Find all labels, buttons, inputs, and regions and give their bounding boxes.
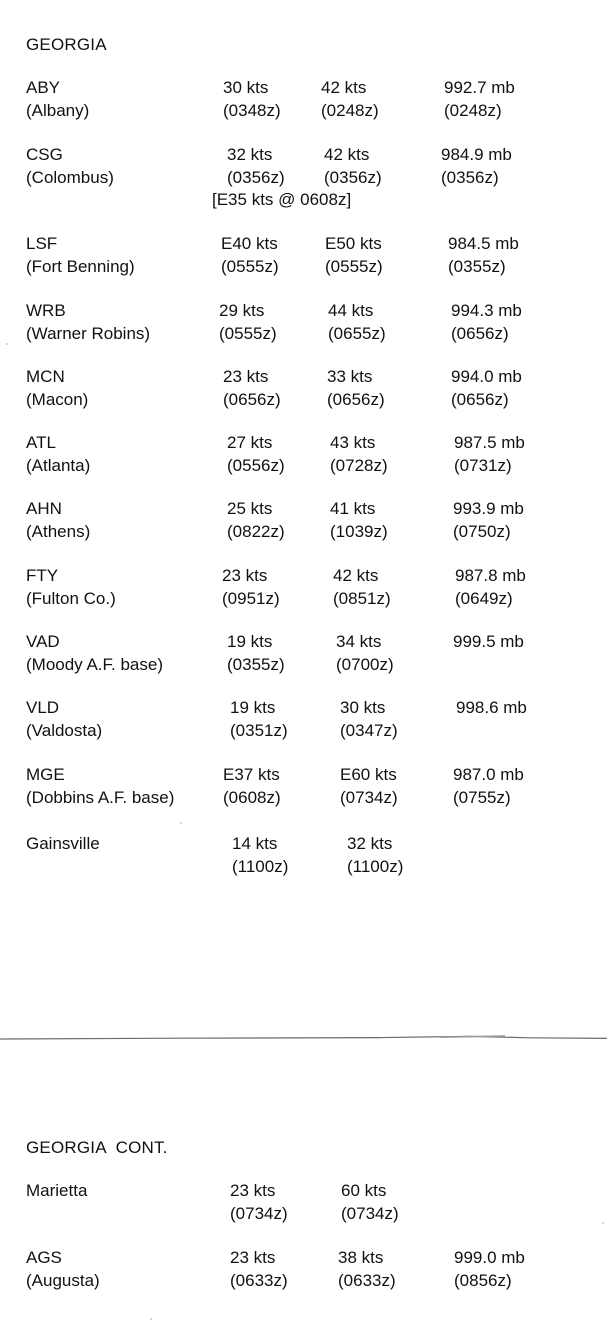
- peak-gust-cell-value: 60 kts: [341, 1181, 387, 1200]
- sustained-wind-cell: [232, 832, 288, 878]
- sustained-wind-cell-secondary: (0555z): [219, 324, 277, 343]
- sustained-wind-cell-value: 32 kts: [227, 145, 273, 164]
- peak-gust-cell-value: 30 kts: [340, 698, 386, 717]
- station-row: [0, 1179, 607, 1225]
- station-cell: [26, 763, 174, 809]
- station-cell-secondary: [26, 1202, 87, 1225]
- station-row: [0, 431, 607, 477]
- peak-gust-cell: [330, 431, 388, 477]
- station-cell-value: VAD: [26, 632, 60, 651]
- csg-estimate-note: [E35 kts @ 0608z]: [212, 190, 352, 209]
- peak-gust-cell: [340, 696, 398, 742]
- sustained-wind-cell: [219, 299, 277, 345]
- peak-gust-cell: [341, 1179, 399, 1225]
- station-cell-secondary: (Valdosta): [26, 721, 103, 740]
- sustained-wind-cell: [227, 497, 285, 543]
- min-pressure-cell-value: 984.5 mb: [448, 234, 519, 253]
- sustained-wind-cell-secondary: (0356z): [227, 168, 285, 187]
- sustained-wind-cell: [223, 763, 281, 809]
- station-cell: [26, 1179, 87, 1225]
- station-cell-value: ATL: [26, 433, 56, 452]
- sustained-wind-cell-value: 23 kts: [222, 566, 268, 585]
- scan-speck: [6, 343, 8, 345]
- sustained-wind-cell: [223, 365, 281, 411]
- peak-gust-cell-value: 43 kts: [330, 433, 376, 452]
- peak-gust-cell: [340, 763, 398, 809]
- station-cell-value: Marietta: [26, 1181, 88, 1200]
- station-cell-value: ABY: [26, 78, 61, 97]
- station-cell-secondary: (Atlanta): [26, 456, 91, 475]
- peak-gust-cell-secondary: (0734z): [341, 1204, 399, 1223]
- peak-gust-cell-value: E50 kts: [325, 234, 382, 253]
- min-pressure-cell: [451, 365, 522, 411]
- station-cell-secondary: (Fort Benning): [26, 257, 135, 276]
- min-pressure-cell-secondary: (0755z): [453, 788, 511, 807]
- sustained-wind-cell: [223, 76, 281, 122]
- sustained-wind-cell-secondary: (0734z): [230, 1204, 288, 1223]
- sustained-wind-cell-secondary: (0351z): [230, 721, 288, 740]
- station-cell-value: MGE: [26, 765, 65, 784]
- station-row: [0, 696, 607, 742]
- sustained-wind-cell-secondary: (0656z): [223, 390, 281, 409]
- sustained-wind-cell-secondary: (0556z): [227, 456, 285, 475]
- min-pressure-cell: [448, 232, 519, 278]
- station-cell-value: VLD: [26, 698, 60, 717]
- sustained-wind-cell-secondary: (0355z): [227, 655, 285, 674]
- sustained-wind-cell-value: 23 kts: [230, 1181, 276, 1200]
- sustained-wind-cell: [230, 696, 288, 742]
- sustained-wind-cell: [227, 143, 285, 189]
- peak-gust-cell-value: 42 kts: [333, 566, 379, 585]
- peak-gust-cell-secondary: (0728z): [330, 456, 388, 475]
- section-heading-georgia-cont: GEORGIA CONT.: [26, 1138, 168, 1157]
- station-cell: [26, 365, 88, 411]
- min-pressure-cell: [454, 1246, 525, 1292]
- station-cell-value: WRB: [26, 301, 66, 320]
- min-pressure-cell-value: 987.0 mb: [453, 765, 524, 784]
- min-pressure-cell-secondary: [453, 653, 524, 676]
- station-row: [0, 763, 607, 809]
- peak-gust-cell-secondary: (0700z): [336, 655, 394, 674]
- min-pressure-cell-secondary: (0656z): [451, 390, 509, 409]
- sustained-wind-cell-value: 29 kts: [219, 301, 265, 320]
- station-cell-value: Gainsville: [26, 834, 100, 853]
- station-row: [0, 143, 607, 189]
- min-pressure-cell-secondary: (0356z): [441, 168, 499, 187]
- station-cell: [26, 696, 102, 742]
- sustained-wind-cell-value: 25 kts: [227, 499, 273, 518]
- sustained-wind-cell-secondary: (0348z): [223, 101, 281, 120]
- peak-gust-cell: [338, 1246, 396, 1292]
- station-cell: [26, 497, 90, 543]
- station-row: [0, 832, 607, 878]
- peak-gust-cell-value: 33 kts: [327, 367, 373, 386]
- station-cell-secondary: (Albany): [26, 101, 90, 120]
- min-pressure-cell-value: 987.8 mb: [455, 566, 526, 585]
- station-cell: [26, 1246, 100, 1292]
- station-cell: [26, 143, 114, 189]
- peak-gust-cell-value: 44 kts: [328, 301, 374, 320]
- station-cell: [26, 832, 100, 878]
- scan-speck: [602, 1222, 604, 1224]
- min-pressure-cell-secondary: (0750z): [453, 522, 511, 541]
- min-pressure-cell-secondary: [456, 719, 527, 742]
- peak-gust-cell-secondary: (0356z): [324, 168, 382, 187]
- scan-speck: [150, 1318, 152, 1320]
- min-pressure-cell-value: 998.6 mb: [456, 698, 527, 717]
- peak-gust-cell-value: 32 kts: [347, 834, 393, 853]
- sustained-wind-cell-secondary: (0633z): [230, 1271, 288, 1290]
- min-pressure-cell: [453, 497, 524, 543]
- min-pressure-cell-secondary: (0248z): [444, 101, 502, 120]
- min-pressure-cell: [454, 431, 525, 477]
- station-cell-value: AGS: [26, 1248, 62, 1267]
- peak-gust-cell-value: 38 kts: [338, 1248, 384, 1267]
- min-pressure-cell: [455, 564, 526, 610]
- min-pressure-cell-value: 999.0 mb: [454, 1248, 525, 1267]
- min-pressure-cell: [456, 696, 527, 742]
- station-cell-value: AHN: [26, 499, 62, 518]
- sustained-wind-cell: [230, 1179, 288, 1225]
- min-pressure-cell-value: 994.0 mb: [451, 367, 522, 386]
- station-cell: [26, 630, 163, 676]
- sustained-wind-cell-value: 27 kts: [227, 433, 273, 452]
- station-row: [0, 1246, 607, 1292]
- station-cell: [26, 299, 150, 345]
- min-pressure-cell-value: 994.3 mb: [451, 301, 522, 320]
- peak-gust-cell-secondary: (0633z): [338, 1271, 396, 1290]
- peak-gust-cell-secondary: (0656z): [327, 390, 385, 409]
- peak-gust-cell-value: 42 kts: [324, 145, 370, 164]
- peak-gust-cell-value: E60 kts: [340, 765, 397, 784]
- station-cell-value: MCN: [26, 367, 65, 386]
- peak-gust-cell-value: 34 kts: [336, 632, 382, 651]
- min-pressure-cell-value: 987.5 mb: [454, 433, 525, 452]
- min-pressure-cell-value: 993.9 mb: [453, 499, 524, 518]
- sustained-wind-cell-value: 19 kts: [227, 632, 273, 651]
- station-cell: [26, 232, 135, 278]
- station-cell: [26, 564, 116, 610]
- station-cell-secondary: (Colombus): [26, 168, 114, 187]
- station-row: [0, 299, 607, 345]
- station-row: [0, 564, 607, 610]
- peak-gust-cell-secondary: (0248z): [321, 101, 379, 120]
- min-pressure-cell-value: 999.5 mb: [453, 632, 524, 651]
- sustained-wind-cell-value: 23 kts: [223, 367, 269, 386]
- peak-gust-cell: [347, 832, 403, 878]
- min-pressure-cell-value: 992.7 mb: [444, 78, 515, 97]
- sustained-wind-cell-secondary: (1100z): [232, 857, 289, 876]
- peak-gust-cell-secondary: (0734z): [340, 788, 398, 807]
- station-row: [0, 630, 607, 676]
- peak-gust-cell: [321, 76, 379, 122]
- station-cell-value: CSG: [26, 145, 63, 164]
- peak-gust-cell-secondary: (0347z): [340, 721, 398, 740]
- section-heading-georgia: GEORGIA: [26, 35, 107, 54]
- min-pressure-cell-secondary: (0656z): [451, 324, 509, 343]
- station-cell-secondary: (Augusta): [26, 1271, 100, 1290]
- peak-gust-cell-secondary: (0851z): [333, 589, 391, 608]
- station-cell-secondary: (Moody A.F. base): [26, 655, 164, 674]
- sustained-wind-cell: [227, 431, 285, 477]
- peak-gust-cell-secondary: (0655z): [328, 324, 386, 343]
- sustained-wind-cell: [230, 1246, 288, 1292]
- peak-gust-cell: [324, 143, 382, 189]
- peak-gust-cell: [336, 630, 394, 676]
- station-cell-secondary: (Macon): [26, 390, 89, 409]
- station-cell-value: FTY: [26, 566, 59, 585]
- peak-gust-cell-value: 41 kts: [330, 499, 376, 518]
- sustained-wind-cell-value: 23 kts: [230, 1248, 276, 1267]
- sustained-wind-cell-secondary: (0951z): [222, 589, 280, 608]
- sustained-wind-cell: [227, 630, 285, 676]
- station-cell-secondary: (Warner Robins): [26, 324, 151, 343]
- station-cell: [26, 76, 89, 122]
- sustained-wind-cell-secondary: (0608z): [223, 788, 281, 807]
- station-cell: [26, 431, 90, 477]
- sustained-wind-cell: [221, 232, 279, 278]
- peak-gust-cell-secondary: (1100z): [347, 857, 404, 876]
- station-cell-secondary: [26, 855, 100, 878]
- station-row: [0, 497, 607, 543]
- peak-gust-cell: [325, 232, 383, 278]
- peak-gust-cell-value: 42 kts: [321, 78, 367, 97]
- peak-gust-cell-secondary: (1039z): [330, 522, 388, 541]
- min-pressure-cell-secondary: (0355z): [448, 257, 506, 276]
- station-cell-secondary: (Dobbins A.F. base): [26, 788, 175, 807]
- sustained-wind-cell-secondary: (0555z): [221, 257, 279, 276]
- min-pressure-cell: [453, 630, 524, 676]
- scan-speck: [180, 822, 182, 824]
- min-pressure-cell: [453, 763, 524, 809]
- sustained-wind-cell-value: E40 kts: [221, 234, 278, 253]
- peak-gust-cell: [327, 365, 385, 411]
- station-cell-secondary: (Athens): [26, 522, 91, 541]
- station-cell-value: LSF: [26, 234, 58, 253]
- peak-gust-cell-secondary: (0555z): [325, 257, 383, 276]
- sustained-wind-cell-value: 14 kts: [232, 834, 278, 853]
- min-pressure-cell-value: 984.9 mb: [441, 145, 512, 164]
- station-row: [0, 76, 607, 122]
- sustained-wind-cell-value: 30 kts: [223, 78, 269, 97]
- sustained-wind-cell: [222, 564, 280, 610]
- min-pressure-cell: [444, 76, 515, 122]
- peak-gust-cell: [328, 299, 386, 345]
- min-pressure-cell-secondary: (0649z): [455, 589, 513, 608]
- min-pressure-cell: [451, 299, 522, 345]
- station-row: [0, 232, 607, 278]
- sustained-wind-cell-secondary: (0822z): [227, 522, 285, 541]
- peak-gust-cell: [330, 497, 388, 543]
- sustained-wind-cell-value: 19 kts: [230, 698, 276, 717]
- page-divider-line: [0, 1035, 607, 1041]
- peak-gust-cell: [333, 564, 391, 610]
- min-pressure-cell: [441, 143, 512, 189]
- station-row: [0, 365, 607, 411]
- min-pressure-cell-secondary: (0856z): [454, 1271, 512, 1290]
- min-pressure-cell-secondary: (0731z): [454, 456, 512, 475]
- station-cell-secondary: (Fulton Co.): [26, 589, 116, 608]
- sustained-wind-cell-value: E37 kts: [223, 765, 280, 784]
